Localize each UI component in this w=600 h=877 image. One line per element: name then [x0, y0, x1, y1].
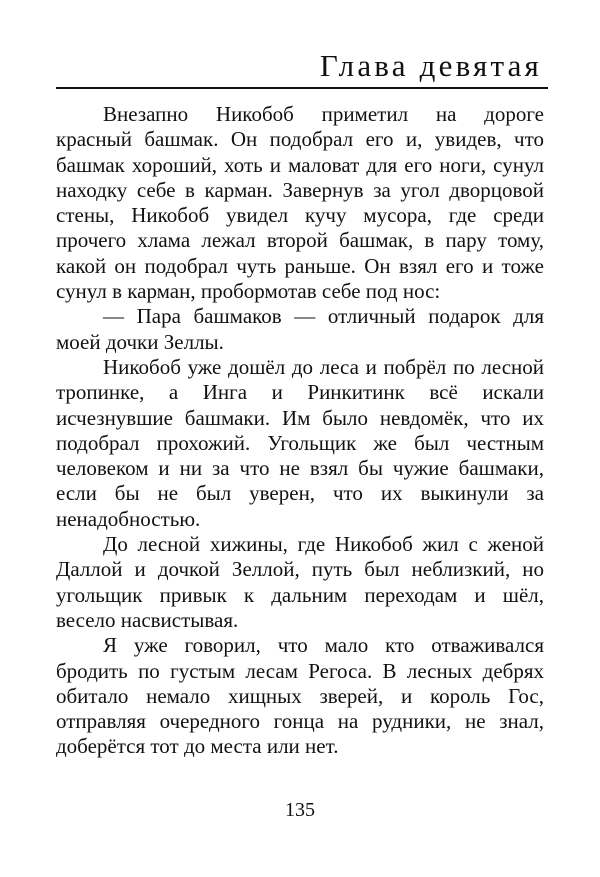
text-line: если бы не был уверен, что их выкинули за	[56, 481, 544, 506]
text-line: какой он подобрал чуть раньше. Он взял его и тоже	[56, 253, 544, 278]
paragraph	[56, 355, 544, 532]
text-line: бродить по густым лесам Регоса. В лесных дебрях	[56, 658, 544, 683]
text-line: доберётся тот до места или нет.	[56, 734, 339, 759]
paragraph	[56, 532, 544, 633]
text-line: Никобоб уже дошёл до леса и побрёл по лесной	[103, 354, 544, 379]
text-line: угольщик привык к дальним переходам и шёл,	[56, 582, 544, 607]
text-line: красный башмак. Он подобрал его и, увидев, что	[56, 127, 544, 152]
header-rule	[56, 87, 548, 89]
text-line: — Пара башмаков — отличный подарок для	[103, 304, 544, 329]
text-line: сунул в карман, пробормотав себе под нос:	[56, 279, 441, 304]
text-line: моей дочки Зеллы.	[56, 329, 224, 354]
text-line: человеком и ни за что не взял бы чужие башмаки,	[56, 456, 544, 481]
page-number: 135	[285, 799, 315, 821]
paragraph	[56, 304, 544, 355]
page-body-text	[56, 102, 544, 760]
text-line: ненадобностью.	[56, 506, 201, 531]
text-line: Внезапно Никобоб приметил на дороге	[103, 102, 544, 126]
text-line: Я уже говорил, что мало кто отваживался	[103, 633, 544, 658]
text-line: стены, Никобоб увидел кучу мусора, где среди	[56, 203, 544, 228]
text-line: находку себе в карман. Завернув за угол дворцовой	[56, 177, 544, 202]
text-line: Даллой и дочкой Зеллой, путь был неблизкий, но	[56, 557, 544, 582]
text-line: подобрал прохожий. Угольщик же был честным	[56, 430, 544, 455]
text-line: тропинке, а Инга и Ринкитинк всё искали	[56, 380, 544, 405]
paragraph	[56, 102, 544, 304]
text-line: До лесной хижины, где Никобоб жил с женой	[103, 532, 544, 557]
text-line: весело насвистывая.	[56, 607, 239, 632]
chapter-title: Глава девятая	[319, 48, 542, 83]
text-line: обитало немало хищных зверей, и король Гос,	[56, 683, 544, 708]
text-line: прочего хлама лежал второй башмак, в пару тому,	[56, 228, 544, 253]
text-line: исчезнувшие башмаки. Им было невдомёк, что их	[56, 405, 544, 430]
paragraph	[56, 633, 544, 759]
text-line: отправляя очередного гонца на рудники, не знал,	[56, 709, 544, 734]
text-line: башмак хороший, хоть и маловат для его ноги, сунул	[56, 152, 544, 177]
